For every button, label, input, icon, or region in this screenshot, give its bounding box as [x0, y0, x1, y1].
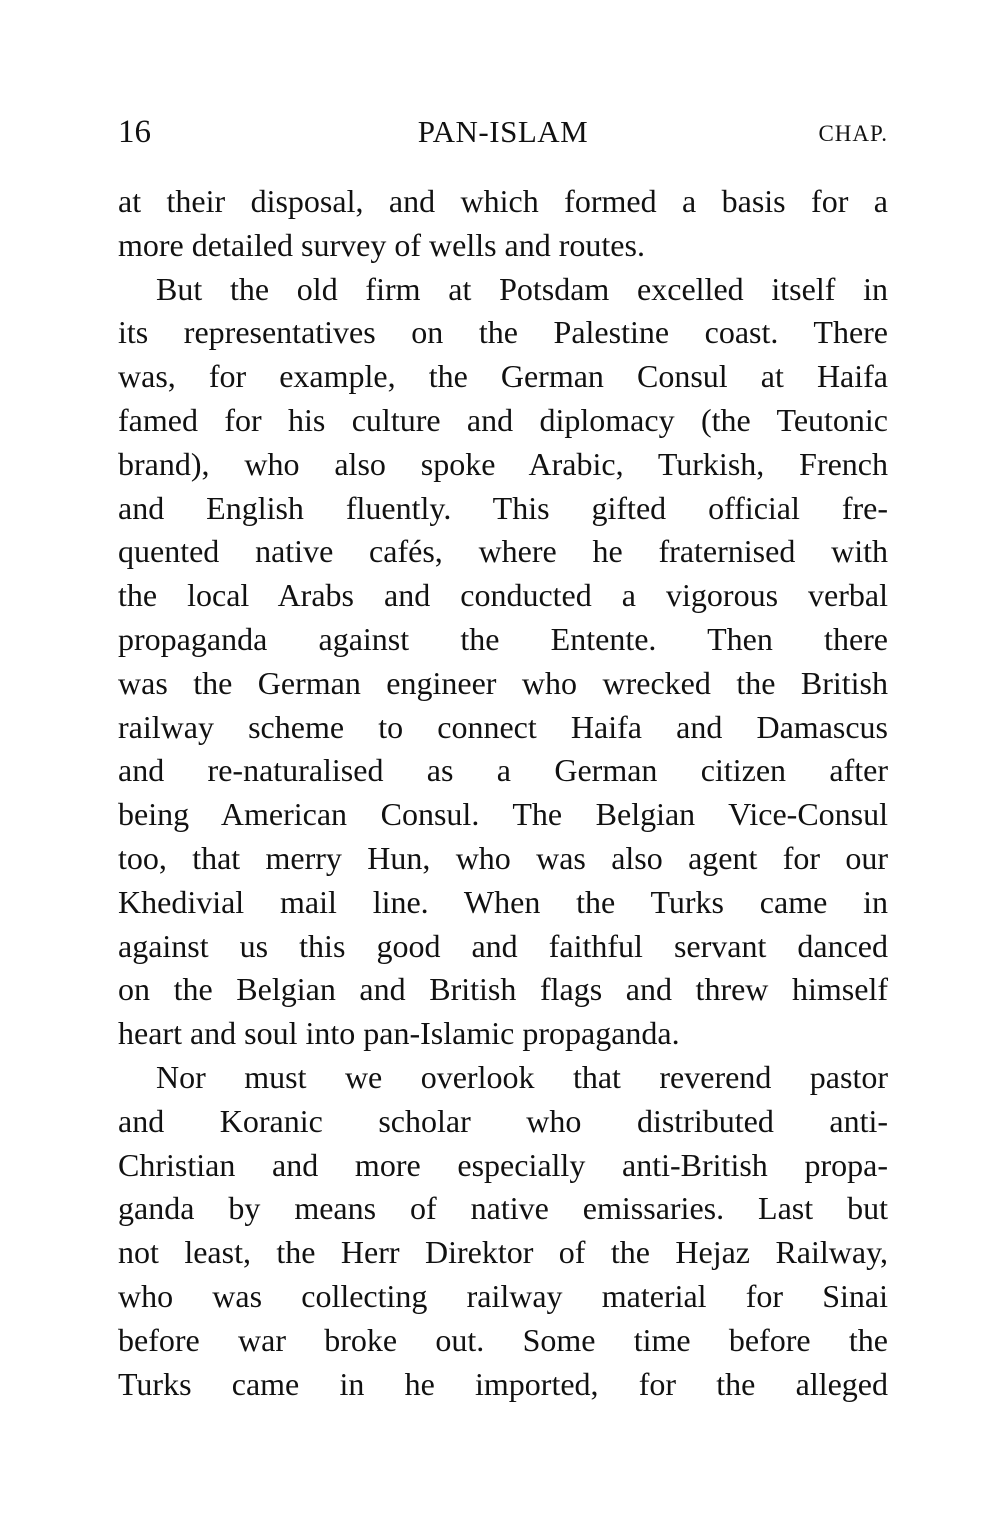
chapter-mark: CHAP.: [818, 121, 888, 146]
paragraph-1: [118, 180, 888, 268]
text-line: the local Arabs and conducted a vigorous verbal: [118, 577, 888, 614]
page-number: 16: [118, 114, 151, 150]
body-text: [118, 180, 888, 1406]
text-line: propaganda against the Entente. Then there: [118, 620, 888, 657]
text-line: before war broke out. Some time before the: [118, 1321, 888, 1358]
text-line: and Koranic scholar who distributed anti-: [118, 1102, 888, 1139]
text-line: heart and soul into pan-Islamic propaganda.: [118, 1015, 680, 1052]
text-line: was the German engineer who wrecked the British: [118, 664, 888, 701]
text-line: But the old firm at Potsdam excelled itself in: [156, 270, 888, 307]
text-line: its representatives on the Palestine coast. There: [118, 314, 888, 351]
text-line: too, that merry Hun, who was also agent for our: [118, 839, 888, 876]
paragraph-2: [118, 268, 888, 1056]
text-line: ganda by means of native emissaries. Last but: [118, 1190, 888, 1227]
text-line: brand), who also spoke Arabic, Turkish, French: [118, 445, 888, 482]
text-line: on the Belgian and British flags and threw himself: [118, 971, 888, 1008]
text-line: Khedivial mail line. When the Turks came in: [118, 883, 888, 920]
text-line: more detailed survey of wells and routes.: [118, 226, 645, 263]
text-line: against us this good and faithful servant danced: [118, 927, 888, 964]
text-line: Christian and more especially anti-British propa-: [118, 1146, 888, 1183]
text-line: was, for example, the German Consul at Haifa: [118, 358, 888, 395]
text-line: at their disposal, and which formed a basis for a: [118, 183, 888, 219]
text-line: and English fluently. This gifted official fre-: [118, 489, 888, 526]
text-line: Turks came in he imported, for the alleged: [118, 1365, 888, 1402]
paragraph-3: [118, 1056, 888, 1406]
running-head: [118, 112, 888, 156]
text-line: quented native cafés, where he fraternised with: [118, 533, 888, 570]
text-line: Nor must we overlook that reverend pastor: [156, 1058, 888, 1095]
text-line: not least, the Herr Direktor of the Hejaz Railway,: [118, 1234, 888, 1271]
running-title: PAN-ISLAM: [417, 114, 589, 149]
text-line: famed for his culture and diplomacy (the Teutonic: [118, 401, 888, 438]
text-line: who was collecting railway material for Sinai: [118, 1277, 888, 1314]
text-line: and re-naturalised as a German citizen after: [118, 752, 888, 789]
text-line: being American Consul. The Belgian Vice-Consul: [118, 796, 888, 833]
text-line: railway scheme to connect Haifa and Damascus: [118, 708, 888, 745]
